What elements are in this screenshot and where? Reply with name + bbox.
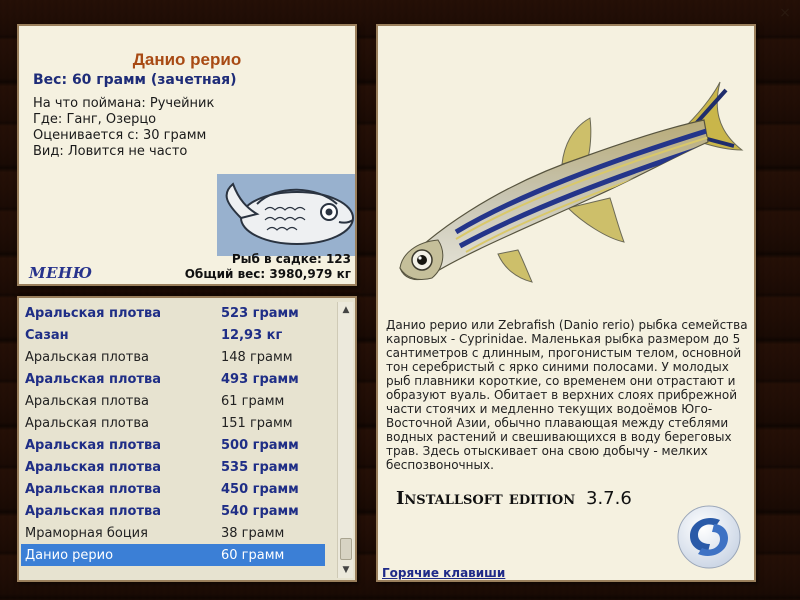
list-item-weight: 151 грамм: [221, 415, 293, 431]
edition-label: Installsoft edition: [396, 488, 576, 509]
scroll-up-arrow-icon[interactable]: ▲: [342, 305, 350, 315]
list-scrollbar[interactable]: [337, 302, 353, 578]
total-weight: Общий вес: 3980,979 кг: [184, 267, 351, 281]
list-item[interactable]: [21, 544, 325, 566]
list-item-name: Мраморная боция: [25, 525, 148, 541]
fish-description-panel: [376, 24, 756, 582]
list-item-name: Аральская плотва: [25, 305, 162, 321]
list-item-weight: 540 грамм: [221, 503, 299, 519]
list-item-weight: 38 грамм: [221, 525, 285, 541]
list-item[interactable]: [21, 324, 325, 346]
catch-list-panel: [17, 296, 357, 582]
fish-info-panel: [17, 24, 357, 286]
detail-bait-value: Ручейник: [149, 96, 215, 111]
list-item-name: Данио рерио: [25, 547, 114, 563]
list-item-name: Аральская плотва: [25, 415, 149, 431]
detail-location-value: Ганг, Озерцо: [66, 112, 157, 127]
detail-location: [33, 112, 156, 127]
list-item[interactable]: [21, 522, 325, 544]
catch-list: [21, 302, 325, 566]
list-item-name: Аральская плотва: [25, 459, 162, 475]
list-item-name: Аральская плотва: [25, 503, 162, 519]
detail-bait-key: На что поймана:: [33, 96, 146, 111]
fish-name-title: Данио рерио: [132, 50, 242, 69]
list-item-weight: 61 грамм: [221, 393, 285, 409]
detail-rarity: [33, 144, 187, 159]
list-item[interactable]: [21, 302, 325, 324]
scroll-down-arrow-icon[interactable]: ▼: [342, 565, 350, 575]
menu-button[interactable]: МЕНЮ: [29, 264, 93, 282]
detail-min-weight-key: Оценивается с:: [33, 128, 139, 143]
hotkeys-link[interactable]: Горячие клавиши: [382, 566, 506, 580]
list-item[interactable]: [21, 412, 325, 434]
fish-in-net-count: Рыб в садке: 123: [231, 252, 351, 266]
detail-min-weight-value: 30 грамм: [143, 128, 207, 143]
list-item-weight: 450 грамм: [221, 481, 299, 497]
detail-bait: [33, 96, 214, 111]
fish-weight: Вес: 60 грамм (зачетная): [33, 72, 237, 88]
list-item-weight: 60 грамм: [221, 547, 285, 563]
detail-min-weight: [33, 128, 206, 143]
list-item-name: Аральская плотва: [25, 481, 162, 497]
list-item[interactable]: [21, 434, 325, 456]
list-item[interactable]: [21, 390, 325, 412]
list-item-weight: 523 грамм: [221, 305, 299, 321]
list-item-name: Аральская плотва: [25, 371, 162, 387]
version-label: 3.7.6: [586, 488, 632, 509]
list-item-weight: 535 грамм: [221, 459, 299, 475]
list-item[interactable]: [21, 478, 325, 500]
list-item-name: Аральская плотва: [25, 349, 149, 365]
installsoft-logo-icon: [676, 504, 742, 570]
list-item-weight: 12,93 кг: [221, 327, 283, 343]
close-icon[interactable]: ×: [779, 5, 791, 21]
detail-rarity-value: Ловится не часто: [67, 144, 188, 159]
list-item-weight: 493 грамм: [221, 371, 299, 387]
scrollbar-thumb[interactable]: [340, 538, 352, 560]
list-item-weight: 500 грамм: [221, 437, 299, 453]
fish-emblem-icon: [217, 174, 357, 256]
list-item[interactable]: [21, 456, 325, 478]
list-item-weight: 148 грамм: [221, 349, 293, 365]
list-item[interactable]: [21, 368, 325, 390]
list-item-name: Аральская плотва: [25, 437, 162, 453]
detail-rarity-key: Вид:: [33, 144, 64, 159]
net-stats: [185, 252, 351, 282]
detail-location-key: Где:: [33, 112, 63, 127]
fish-description-text: Данио рерио или Zebrafish (Danio rerio) рыбка семейства карповых - Cyprinidae. Маленькая рыбка размером до 5 сантиметров с длинным, прогонистым телом, основной тон серебристый с ярко синими полосами. У молодых рыб плавники короткие, со временем они отрастают и образуют вуаль. Обитает в верхних слоях прибрежной части стоячих и медленно текущих водоёмов Юго-Восточной Азии, обычно плавающая между стеблями водных растений и свешивающихся в воду береговых трав. Здесь отыскивает она свою добычу - мелких беспозвоночных.: [386, 318, 748, 472]
list-item[interactable]: [21, 500, 325, 522]
list-item-name: Аральская плотва: [25, 393, 149, 409]
zebrafish-image: [386, 46, 746, 316]
list-item-name: Сазан: [25, 327, 69, 343]
list-item[interactable]: [21, 346, 325, 368]
